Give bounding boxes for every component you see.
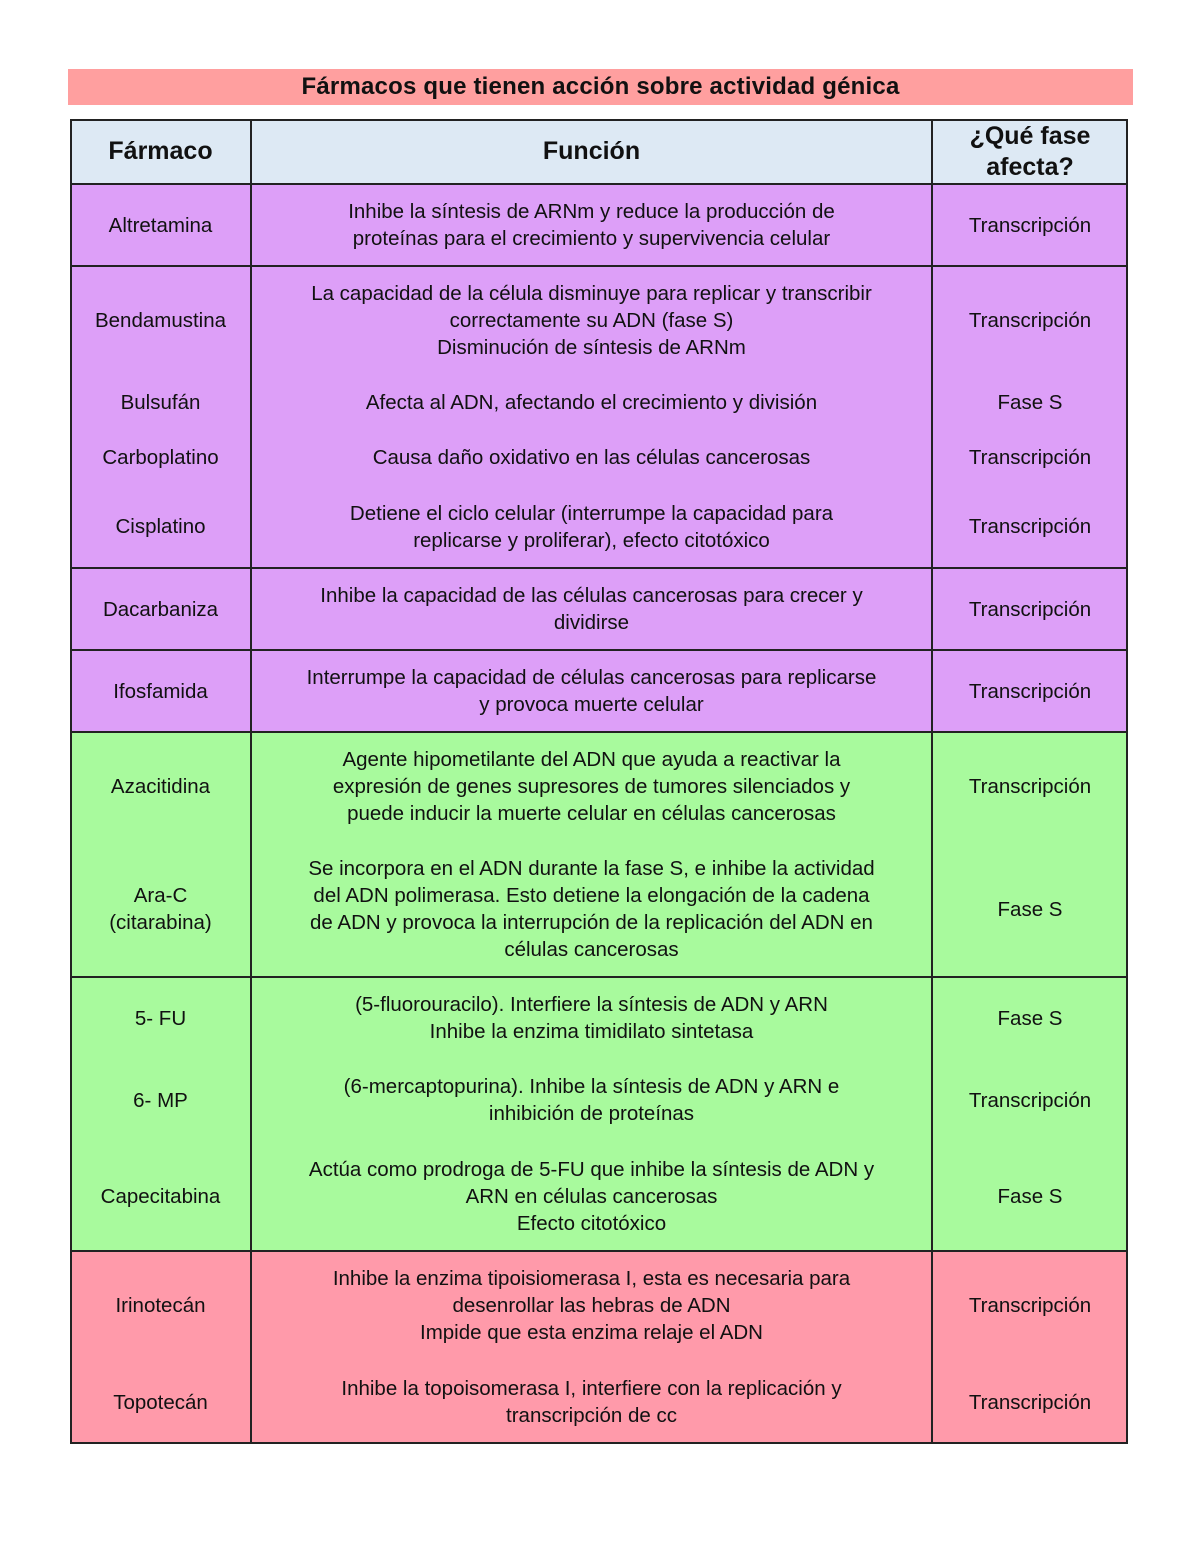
- cell-farmaco-text: Capecitabina: [100, 1184, 221, 1208]
- cell-fase-text: Transcripción: [968, 213, 1092, 237]
- table-horizontal-rule: [70, 1442, 1128, 1444]
- cell-fase-text: Transcripción: [968, 1294, 1092, 1317]
- cell-funcion: [251, 375, 932, 430]
- cell-farmaco-text: Altretamina: [108, 213, 213, 237]
- cell-funcion-text: Causa daño oxidativo en las células cancerosas: [372, 446, 811, 469]
- cell-fase-text: Transcripción: [968, 515, 1092, 538]
- cell-farmaco-text: Dacarbaniza: [102, 597, 219, 621]
- cell-fase: [932, 650, 1128, 732]
- cell-funcion: [251, 430, 932, 485]
- table-horizontal-rule: [70, 183, 1128, 185]
- cell-funcion-text: Inhibe la síntesis de ARNm y reduce la producción de proteínas para el crecimiento y supervivencia celular: [348, 200, 835, 250]
- cell-farmaco: [70, 1251, 251, 1360]
- cell-farmaco-text: Topotecán: [113, 1390, 208, 1414]
- table-horizontal-rule: [70, 976, 1128, 978]
- cell-fase: [932, 732, 1128, 841]
- header-farmaco: Fármaco: [70, 119, 251, 184]
- cell-farmaco-text: Cisplatino: [115, 515, 206, 538]
- cell-fase: [932, 1059, 1128, 1141]
- cell-fase: [932, 184, 1128, 266]
- cell-funcion: [251, 732, 932, 841]
- table-horizontal-rule: [70, 649, 1128, 651]
- cell-fase: [932, 841, 1128, 977]
- cell-fase: [932, 266, 1128, 375]
- cell-funcion-text: Inhibe la capacidad de las células cancerosas para crecer y dividirse: [320, 584, 863, 634]
- cell-funcion: [251, 1141, 932, 1251]
- header-funcion: Función: [251, 119, 932, 184]
- cell-fase: [932, 568, 1128, 650]
- cell-farmaco: [70, 977, 251, 1059]
- cell-fase-text: Fase S: [997, 1006, 1063, 1030]
- cell-funcion: [251, 1059, 932, 1141]
- cell-farmaco: [70, 375, 251, 430]
- table-horizontal-rule: [70, 567, 1128, 569]
- cell-funcion-text: La capacidad de la célula disminuye para replicar y transcribir correctamente su ADN (fase S) Disminución de síntesis de ARNm: [311, 282, 872, 359]
- cell-funcion: [251, 1251, 932, 1360]
- table-horizontal-rule: [70, 265, 1128, 267]
- cell-fase-text: Transcripción: [968, 679, 1092, 703]
- cell-funcion: [251, 977, 932, 1059]
- cell-farmaco: [70, 485, 251, 568]
- cell-fase-text: Transcripción: [968, 1390, 1092, 1414]
- header-fase: ¿Qué fase afecta?: [932, 119, 1128, 184]
- table-vertical-rule: [250, 119, 252, 1444]
- cell-farmaco: [70, 1059, 251, 1141]
- cell-funcion: [251, 1360, 932, 1444]
- cell-fase-text: Transcripción: [968, 597, 1092, 621]
- cell-fase-text: Transcripción: [968, 1088, 1092, 1112]
- cell-farmaco: [70, 266, 251, 375]
- table-vertical-rule: [931, 119, 933, 1444]
- table-horizontal-rule: [70, 731, 1128, 733]
- cell-funcion-text: Se incorpora en el ADN durante la fase S, e inhibe la actividad del ADN polimerasa. Esto detiene la elongación de la cadena de ADN y provoca la interrupción de la replicación del ADN en células cancerosas: [308, 857, 875, 961]
- cell-funcion-text: (6-mercaptopurina). Inhibe la síntesis de ADN y ARN e inhibición de proteínas: [343, 1075, 840, 1125]
- cell-funcion-text: Afecta al ADN, afectando el crecimiento y división: [365, 391, 818, 414]
- cell-farmaco: [70, 841, 251, 977]
- cell-farmaco-text: Ifosfamida: [113, 679, 208, 703]
- cell-funcion: [251, 485, 932, 568]
- table-vertical-rule: [70, 119, 72, 1444]
- cell-funcion-text: Interrumpe la capacidad de células cancerosas para replicarse y provoca muerte celular: [306, 666, 877, 716]
- cell-funcion: [251, 184, 932, 266]
- cell-fase-text: Fase S: [997, 897, 1063, 921]
- table-title-text: Fármacos que tienen acción sobre actividad génica: [301, 73, 900, 100]
- cell-fase: [932, 1360, 1128, 1444]
- cell-funcion-text: Agente hipometilante del ADN que ayuda a reactivar la expresión de genes supresores de tumores silenciados y puede inducir la muerte celular en células cancerosas: [332, 748, 851, 825]
- cell-funcion: [251, 650, 932, 732]
- cell-farmaco-text: 5- FU: [134, 1006, 187, 1030]
- cell-farmaco: [70, 1141, 251, 1251]
- cell-fase: [932, 430, 1128, 485]
- cell-farmaco-text: Ara-C (citarabina): [109, 884, 212, 934]
- drug-table: [70, 119, 1128, 1444]
- cell-funcion: [251, 841, 932, 977]
- cell-farmaco: [70, 732, 251, 841]
- cell-farmaco: [70, 430, 251, 485]
- cell-fase: [932, 977, 1128, 1059]
- cell-fase-text: Transcripción: [968, 309, 1092, 332]
- table-horizontal-rule: [70, 119, 1128, 121]
- cell-farmaco: [70, 650, 251, 732]
- cell-farmaco: [70, 184, 251, 266]
- cell-funcion: [251, 568, 932, 650]
- cell-fase-text: Fase S: [997, 391, 1063, 414]
- cell-fase: [932, 1251, 1128, 1360]
- cell-funcion: [251, 266, 932, 375]
- cell-farmaco-text: Bendamustina: [94, 309, 227, 332]
- cell-funcion-text: Detiene el ciclo celular (interrumpe la capacidad para replicarse y proliferar), efecto citotóxico: [349, 501, 834, 552]
- cell-fase: [932, 1141, 1128, 1251]
- table-vertical-rule: [1126, 119, 1128, 1444]
- cell-funcion-text: (5-fluorouracilo). Interfiere la síntesis de ADN y ARN Inhibe la enzima timidilato sintetasa: [355, 993, 828, 1043]
- cell-farmaco-text: 6- MP: [133, 1088, 188, 1112]
- table-horizontal-rule: [70, 1250, 1128, 1252]
- cell-farmaco-text: Irinotecán: [115, 1294, 206, 1317]
- cell-funcion-text: Inhibe la topoisomerasa I, interfiere con la replicación y transcripción de cc: [341, 1377, 842, 1427]
- cell-funcion-text: Inhibe la enzima tipoisiomerasa I, esta es necesaria para desenrollar las hebras de ADN Impide que esta enzima relaje el ADN: [332, 1267, 851, 1344]
- cell-farmaco-text: Azacitidina: [110, 775, 211, 798]
- cell-fase: [932, 375, 1128, 430]
- cell-farmaco: [70, 1360, 251, 1444]
- cell-fase: [932, 485, 1128, 568]
- cell-farmaco-text: Carboplatino: [102, 446, 219, 469]
- table-title: [68, 69, 1133, 105]
- cell-fase-text: Transcripción: [968, 775, 1092, 798]
- cell-funcion-text: Actúa como prodroga de 5-FU que inhibe la síntesis de ADN y ARN en células cancerosas Efecto citotóxico: [308, 1157, 875, 1235]
- cell-fase-text: Transcripción: [968, 446, 1092, 469]
- cell-fase-text: Fase S: [997, 1184, 1063, 1208]
- cell-farmaco-text: Bulsufán: [120, 391, 201, 414]
- cell-farmaco: [70, 568, 251, 650]
